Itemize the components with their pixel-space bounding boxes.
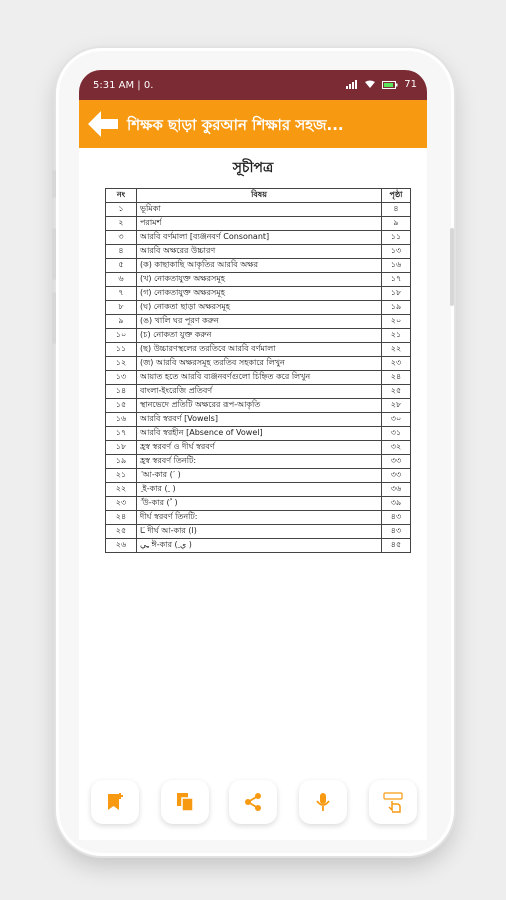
phone-side-button [52,228,56,280]
row-number: ৭ [106,287,137,301]
row-number: ১ [106,203,137,217]
row-topic: আয়াত হতে আরবি ব্যঞ্জনবর্ণগুলো চিহ্নিত করে লিখুন [137,371,382,385]
row-number: ১৯ [106,455,137,469]
row-page: ১৭ [382,273,411,287]
share-icon [243,792,263,812]
row-topic: ُ উ-কার ( ُ ) [137,497,382,511]
row-number: ৬ [106,273,137,287]
status-time: 5:31 AM | 0. [93,80,154,91]
bottom-toolbar [79,770,427,840]
table-row [106,441,411,455]
table-of-contents [105,188,411,553]
row-topic: হ্রস্ব স্বরবর্ণ তিনটি: [137,455,382,469]
table-row [106,259,411,273]
share-button[interactable] [229,780,277,824]
row-page: ২৫ [382,385,411,399]
table-row [106,315,411,329]
row-number: ২৫ [106,525,137,539]
row-page: ৩৬ [382,483,411,497]
row-page: ২২ [382,343,411,357]
row-page: ৪৩ [382,511,411,525]
row-topic: (ক) কাছাকাছি আকৃতির আরবি অক্ষর [137,259,382,273]
touch-button[interactable] [369,780,417,824]
wifi-icon [364,80,376,89]
row-topic: আরবি বর্ণমালা [ব্যঞ্জনবর্ণ Consonant] [137,231,382,245]
row-topic: ِ ই-কার ( ِ ) [137,483,382,497]
table-header-row [106,189,411,203]
table-row [106,483,411,497]
row-page: ৩২ [382,441,411,455]
row-page: ২৮ [382,399,411,413]
row-number: ৯ [106,315,137,329]
row-topic: আরবি অক্ষরের উচ্চারণ [137,245,382,259]
row-number: ১৭ [106,427,137,441]
row-topic: পরামর্শ [137,217,382,231]
table-row [106,371,411,385]
battery-icon [382,81,398,89]
status-icons [346,79,417,90]
row-number: ৩ [106,231,137,245]
column-header-number: নং [106,189,137,203]
table-row [106,217,411,231]
row-page: ২০ [382,315,411,329]
row-number: ২৬ [106,539,137,553]
row-page: ২৩ [382,357,411,371]
table-row [106,203,411,217]
app-bar [79,100,427,148]
document-page [79,148,427,768]
row-number: ৪ [106,245,137,259]
row-page: ৪ [382,203,411,217]
row-page: ৩৩ [382,469,411,483]
row-topic: ـَا দীর্ঘ আ-কার (ا) [137,525,382,539]
row-page: ২১ [382,329,411,343]
table-row [106,287,411,301]
row-page: ১৮ [382,287,411,301]
row-topic: ـِي ঈ-কার ( ِي ) [137,539,382,553]
row-page: ৩১ [382,427,411,441]
row-topic: বাংলা-ইংরেজি প্রতিবর্ণ [137,385,382,399]
row-number: ৫ [106,259,137,273]
row-page: ৯ [382,217,411,231]
touch-icon [383,792,405,814]
table-body [106,203,411,553]
copy-icon [175,792,195,812]
row-topic: (জ) আরবি অক্ষরসমূহ তরতিব সহকারে লিখুন [137,357,382,371]
row-topic: (খ) নোকতাযুক্ত অক্ষরসমূহ [137,273,382,287]
table-row [106,245,411,259]
row-number: ১০ [106,329,137,343]
table-row [106,385,411,399]
table-row [106,273,411,287]
row-page: ৩৩ [382,455,411,469]
row-page: ১৬ [382,259,411,273]
row-topic: (চ) নোকতা যুক্ত করুন [137,329,382,343]
mic-button[interactable] [299,780,347,824]
row-topic: আরবি স্বরবর্ণ [Vowels] [137,413,382,427]
column-header-page: পৃষ্ঠা [382,189,411,203]
phone-side-button [450,228,454,306]
signal-icon [346,80,358,89]
table-row [106,497,411,511]
table-row [106,413,411,427]
table-row [106,427,411,441]
bookmark-add-icon [105,792,125,812]
row-number: ২৪ [106,511,137,525]
row-topic: দীর্ঘ স্বরবর্ণ তিনটি: [137,511,382,525]
table-row [106,329,411,343]
row-page: ১৩ [382,245,411,259]
app-screen [79,70,427,840]
row-number: ১৫ [106,399,137,413]
row-number: ১৩ [106,371,137,385]
table-row [106,301,411,315]
status-bar [79,70,427,100]
phone-side-button [52,170,56,198]
phone-side-button [52,292,56,344]
row-number: ২২ [106,483,137,497]
row-number: ১২ [106,357,137,371]
row-topic: আরবি স্বরহীন [Absence of Vowel] [137,427,382,441]
copy-button[interactable] [161,780,209,824]
row-topic: হ্রস্ব স্বরবর্ণ ও দীর্ঘ স্বরবর্ণ [137,441,382,455]
table-row [106,231,411,245]
row-topic: (গ) নোকতাযুক্ত অক্ষরসমূহ [137,287,382,301]
row-page: ২৪ [382,371,411,385]
row-number: ২১ [106,469,137,483]
table-row [106,343,411,357]
row-topic: َ আ-কার ( َ ) [137,469,382,483]
row-page: ৪৫ [382,539,411,553]
row-topic: (ছ) উচ্চারণস্থলের তরতিবে আরবি বর্ণমালা [137,343,382,357]
row-topic: (ঙ) খালি ঘর পূরণ করুন [137,315,382,329]
row-page: ৩৯ [382,497,411,511]
back-button[interactable] [87,110,119,138]
row-number: ১১ [106,343,137,357]
column-header-topic: বিষয় [137,189,382,203]
table-row [106,511,411,525]
row-number: ১৬ [106,413,137,427]
table-row [106,357,411,371]
table-row [106,399,411,413]
row-number: ২৩ [106,497,137,511]
row-page: ১৯ [382,301,411,315]
table-row [106,469,411,483]
mic-icon [313,792,333,812]
row-topic: (ঘ) নোকতা ছাড়া অক্ষরসমূহ [137,301,382,315]
table-row [106,539,411,553]
bookmark-button[interactable] [91,780,139,824]
page-title: সূচীপত্র [232,160,274,176]
arrow-left-icon [87,110,119,138]
table-row [106,525,411,539]
row-number: ১৮ [106,441,137,455]
row-page: ১১ [382,231,411,245]
row-number: ২ [106,217,137,231]
row-page: ৪৩ [382,525,411,539]
app-title: শিক্ষক ছাড়া কুরআন শিক্ষার সহজ... [127,116,344,134]
row-page: ৩০ [382,413,411,427]
row-topic: স্থানভেদে প্রতিটি অক্ষরের রূপ-আকৃতি [137,399,382,413]
row-number: ১৪ [106,385,137,399]
table-row [106,455,411,469]
battery-level: 71 [404,79,417,90]
row-topic: ভূমিকা [137,203,382,217]
row-number: ৮ [106,301,137,315]
